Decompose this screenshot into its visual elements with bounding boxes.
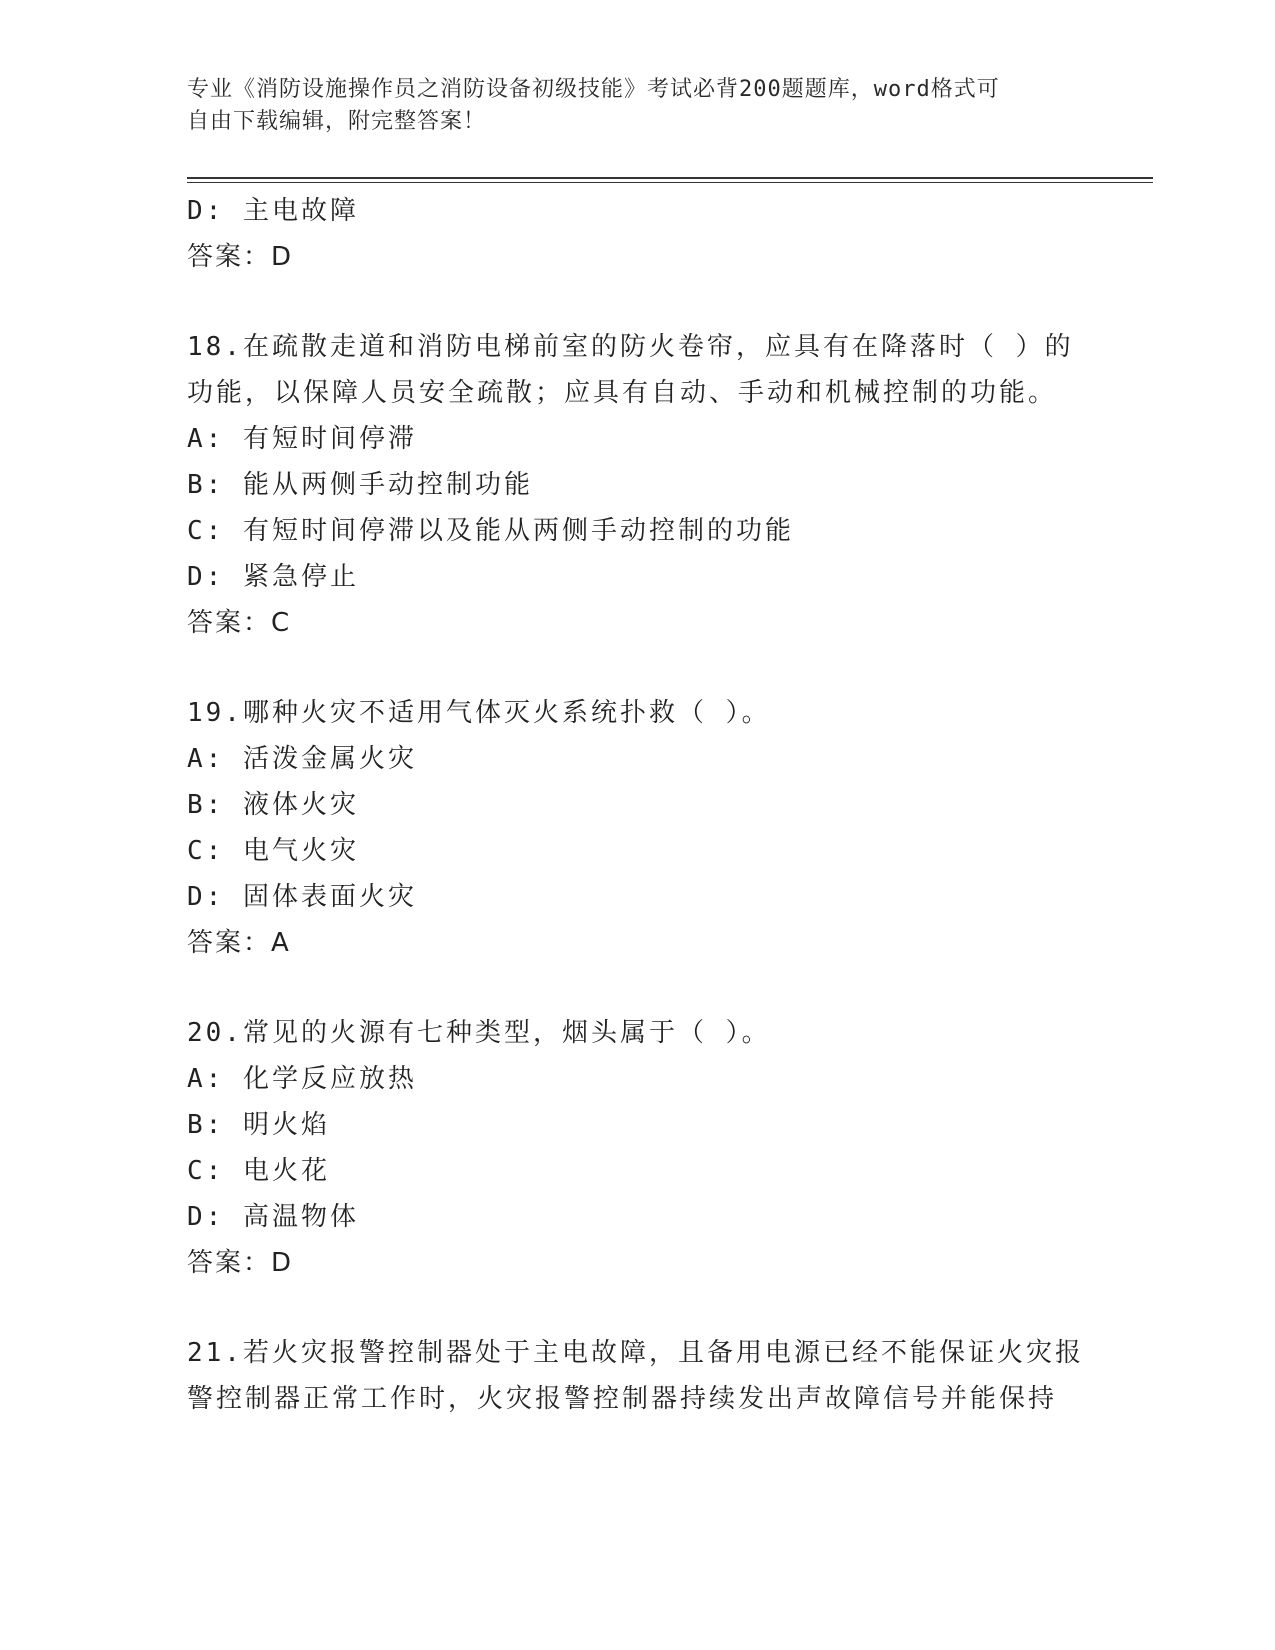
question-21 (187, 1330, 1087, 1422)
q19-option-a: A: 活泼金属火灾 (187, 744, 417, 774)
question-20 (187, 1010, 1087, 1286)
q20-option-c: C: 电火花 (187, 1156, 330, 1186)
q20-answer: 答案：D (187, 1248, 294, 1278)
question-17-tail (187, 188, 1087, 280)
q19-option-d: D: 固体表面火灾 (187, 882, 417, 912)
q19-option-c: C: 电气火灾 (187, 836, 359, 866)
q20-option-a: A: 化学反应放热 (187, 1064, 417, 1094)
q18-option-b: B: 能从两侧手动控制功能 (187, 470, 533, 500)
q21-stem-line-2: 警控制器正常工作时，火灾报警控制器持续发出声故障信号并能保持 (187, 1384, 1058, 1414)
question-body (187, 188, 1087, 1422)
header-rule-thin (187, 182, 1153, 183)
q20-stem: 20.常见的火源有七种类型，烟头属于（ ）。 (187, 1018, 771, 1048)
q19-stem: 19.哪种火灾不适用气体灭火系统扑救（ ）。 (187, 698, 771, 728)
header-rule-thick (187, 177, 1153, 179)
header-line-1: 专业《消防设施操作员之消防设备初级技能》考试必背200题题库，word格式可 (187, 77, 1000, 102)
question-18 (187, 324, 1087, 646)
q18-answer: 答案：C (187, 608, 292, 638)
header-line-2: 自由下载编辑，附完整答案！ (187, 109, 487, 134)
q19-option-b: B: 液体火灾 (187, 790, 359, 820)
q17-option-d: D: 主电故障 (187, 196, 359, 226)
q17-answer: 答案：D (187, 242, 294, 272)
q18-option-c: C: 有短时间停滞以及能从两侧手动控制的功能 (187, 516, 794, 546)
q20-option-b: B: 明火焰 (187, 1110, 330, 1140)
q20-option-d: D: 高温物体 (187, 1202, 359, 1232)
q21-stem-line-1: 21.若火灾报警控制器处于主电故障，且备用电源已经不能保证火灾报 (187, 1338, 1084, 1368)
question-19 (187, 690, 1087, 966)
q19-answer: 答案：A (187, 928, 291, 958)
q18-option-d: D: 紧急停止 (187, 562, 359, 592)
q18-stem-line-2: 功能，以保障人员安全疏散；应具有自动、手动和机械控制的功能。 (187, 378, 1058, 408)
q18-option-a: A: 有短时间停滞 (187, 424, 417, 454)
q18-stem-line-1: 18.在疏散走道和消防电梯前室的防火卷帘，应具有在降落时（ ）的 (187, 332, 1074, 362)
page-header (187, 74, 1067, 138)
